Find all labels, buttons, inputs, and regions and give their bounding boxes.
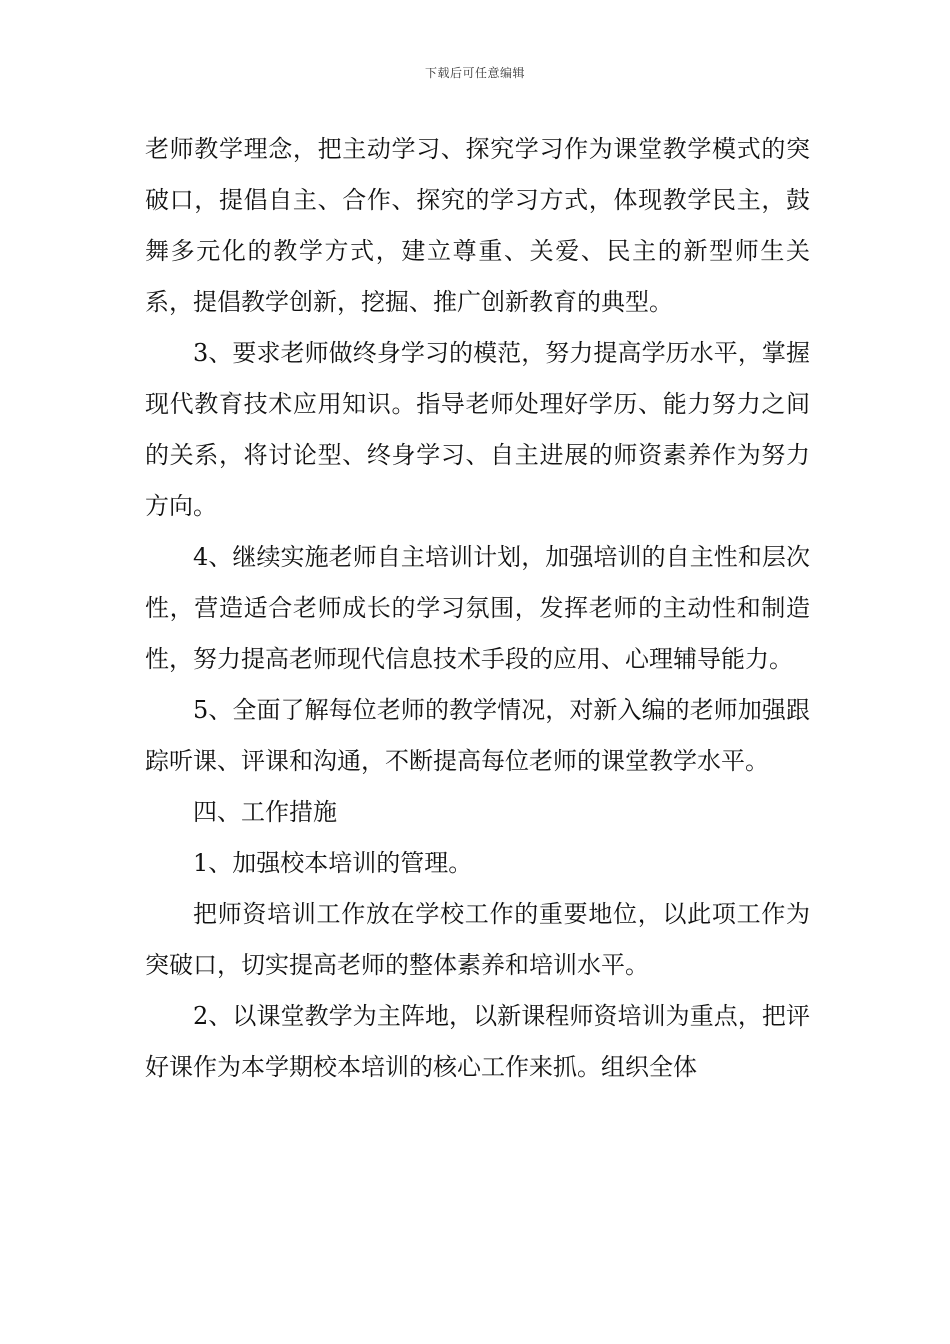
paragraph-item-4: 4、继续实施老师自主培训计划，加强培训的自主性和层次性，营造适合老师成长的学习氛围，发挥老师的主动性和制造性，努力提高老师现代信息技术手段的应用、心理辅导能力。 <box>145 543 810 673</box>
paragraph-item-5: 5、全面了解每位老师的教学情况，对新入编的老师加强跟踪听课、评课和沟通，不断提高每位老师的课堂教学水平。 <box>145 696 810 775</box>
paragraph-item-3: 3、要求老师做终身学习的模范，努力提高学历水平，掌握现代教育技术应用知识。指导老师处理好学历、能力努力之间的关系，将讨论型、终身学习、自主进展的师资素养作为努力方向。 <box>145 339 810 520</box>
page-header: 下载后可任意编辑 <box>424 66 525 80</box>
paragraph-continued: 老师教学理念，把主动学习、探究学习作为课堂教学模式的突破口，提倡自主、合作、探究的学习方式，体现教学民主，鼓舞多元化的教学方式，建立尊重、关爱、民主的新型师生关系，提倡教学创新，挖掘、推广创新教育的典型。 <box>145 135 810 316</box>
document-body <box>145 124 810 1093</box>
paragraph-measure-1: 把师资培训工作放在学校工作的重要地位，以此项工作为突破口，切实提高老师的整体素养和培训水平。 <box>145 900 810 979</box>
paragraph-measure-2: 2、以课堂教学为主阵地，以新课程师资培训为重点，把评好课作为本学期校本培训的核心工作来抓。组织全体 <box>145 1002 810 1081</box>
subheading-item-1: 1、加强校本培训的管理。 <box>193 849 473 877</box>
section-heading-measures: 四、工作措施 <box>193 798 337 826</box>
